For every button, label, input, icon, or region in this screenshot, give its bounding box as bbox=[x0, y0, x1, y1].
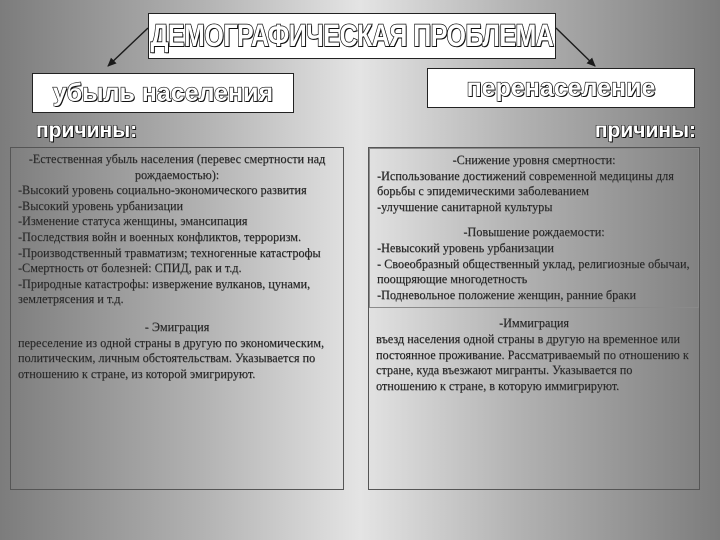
page-title: ДЕМОГРАФИЧЕСКАЯ ПРОБЛЕМА bbox=[150, 17, 554, 53]
right-block3-text: въезд населения одной страны в другую на временное или постоянное проживание. Рассматриваемый по отношению к стране, куда въезжают мигранты. Указывается по отношению к стране, в которую иммигрируют. bbox=[376, 331, 689, 393]
title-box bbox=[148, 13, 556, 59]
arrow-left bbox=[108, 28, 148, 66]
right-block3-header: -Иммиграция bbox=[499, 316, 569, 331]
arrow-right bbox=[556, 28, 595, 66]
right-item: -Невысокий уровень урбанизации bbox=[377, 240, 554, 255]
left-block2-text: переселение из одной страны в другую по экономическим, политическим, личным обстоятельствам. Указывается по отношению к стране, из которой эмигрируют. bbox=[18, 335, 324, 381]
left-item: -Производственный травматизм; техногенные катастрофы bbox=[18, 245, 321, 260]
right-panel bbox=[368, 147, 700, 490]
left-item: -Смертность от болезней: СПИД, рак и т.д. bbox=[18, 261, 242, 276]
right-item: -Использование достижений современной медицины для борьбы с эпидемическими заболеванием bbox=[377, 168, 674, 199]
right-item: -Подневольное положение женщин, ранние браки bbox=[377, 287, 637, 302]
left-causes-label: причины: bbox=[36, 119, 138, 142]
left-heading: убыль населения bbox=[52, 78, 274, 107]
right-block1-header: -Снижение уровня смертности: bbox=[452, 153, 616, 167]
left-heading-box bbox=[32, 73, 294, 113]
right-heading: перенаселение bbox=[466, 73, 656, 102]
right-inner-box-1 bbox=[369, 148, 699, 308]
left-item: -Природные катастрофы: извержение вулканов, цунами, землетрясения и т.д. bbox=[18, 276, 311, 307]
left-item: -Высокий уровень социально-экономического развития bbox=[18, 183, 307, 198]
left-panel bbox=[10, 147, 344, 490]
right-inner-box-2 bbox=[369, 308, 699, 398]
right-item: -улучшение санитарной культуры bbox=[377, 199, 553, 214]
right-block2-header: -Повышение рождаемости: bbox=[463, 225, 605, 240]
left-block2-header: - Эмиграция bbox=[144, 319, 210, 334]
left-item: -Изменение статуса женщины, эмансипация bbox=[18, 214, 248, 229]
left-item: -Последствия войн и военных конфликтов, терроризм. bbox=[18, 229, 302, 244]
right-heading-box bbox=[427, 68, 695, 108]
left-item: -Высокий уровень урбанизации bbox=[18, 198, 184, 213]
left-block1-header: -Естественная убыль населения (перевес смертности над рождаемостью): bbox=[28, 152, 326, 182]
right-causes-label: причины: bbox=[594, 119, 696, 142]
right-item: - Своеобразный общественный уклад, религиозные обычаи, поощряющие многодетность bbox=[377, 256, 690, 287]
